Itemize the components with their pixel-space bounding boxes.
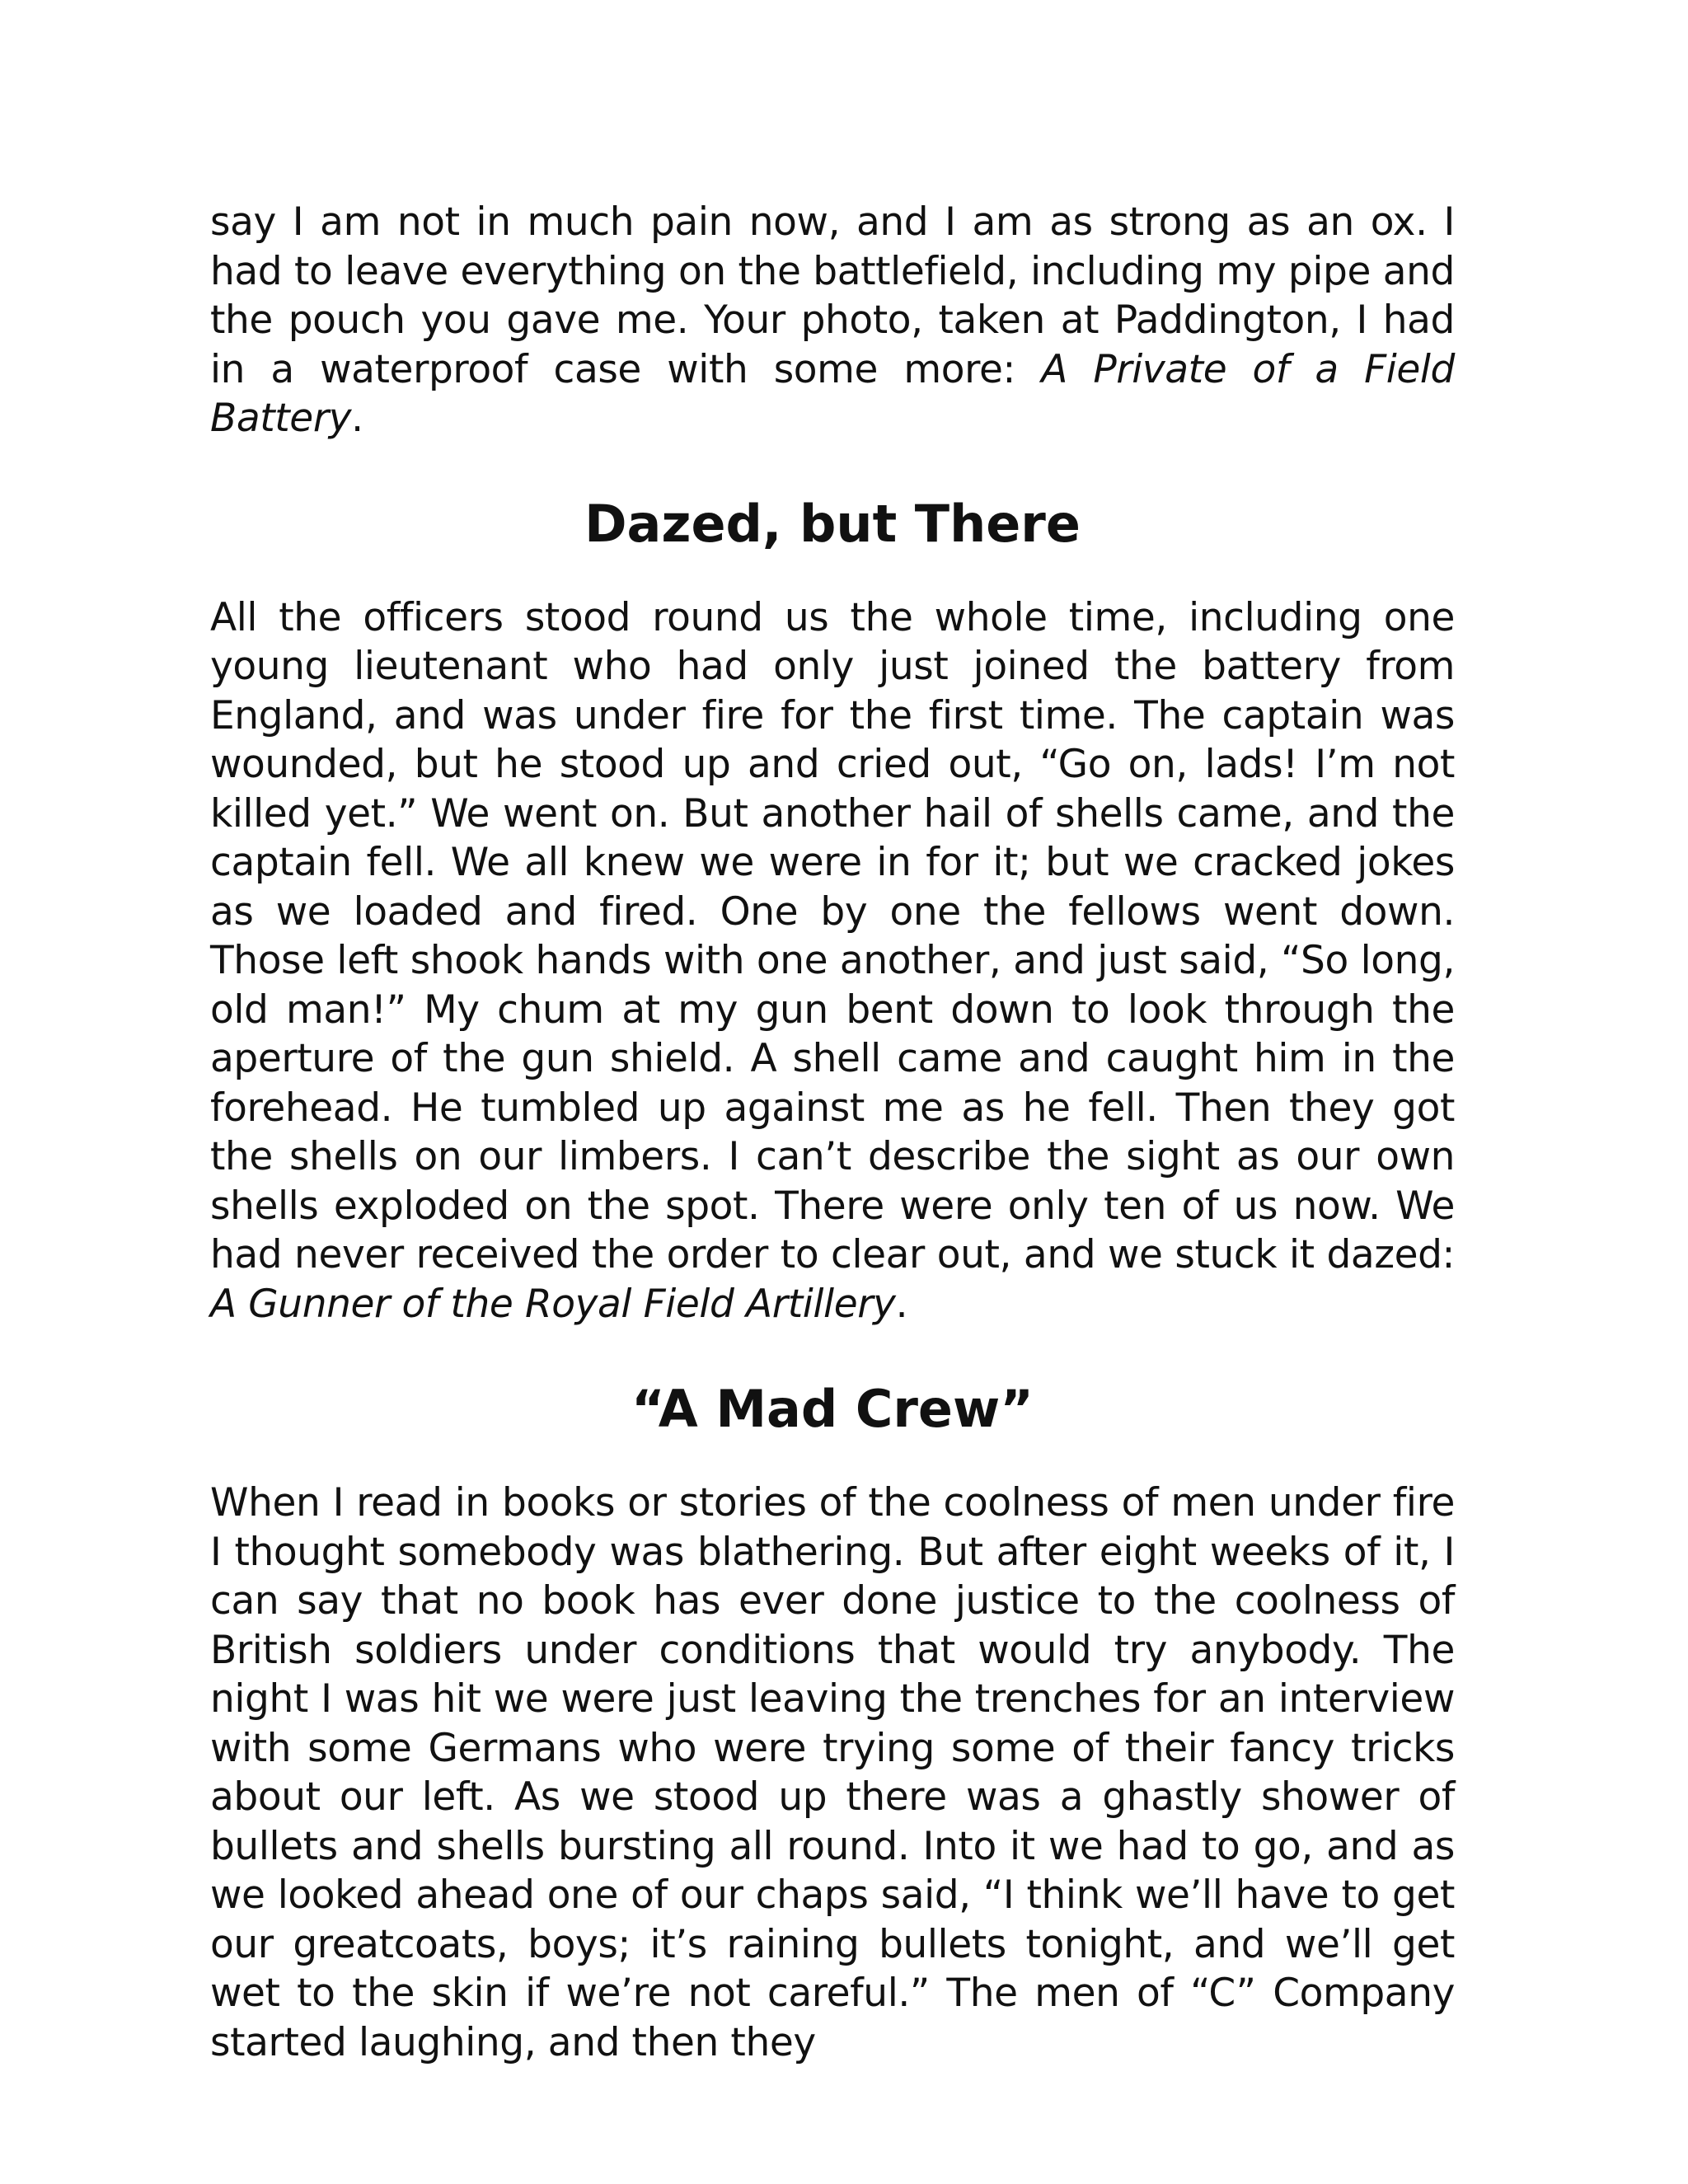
source-attribution: A Private of a Field Battery <box>210 346 1455 441</box>
document-page <box>210 198 1455 2067</box>
section-heading-mad-crew: “A Mad Crew” <box>631 1379 1034 1439</box>
paragraph-gunner <box>210 593 1455 1329</box>
paragraph-letter-end <box>210 198 1455 443</box>
sentence-end: . <box>351 396 363 441</box>
paragraph-text: All the officers stood round us the whole time, including one young lieutenant who had only just joined the battery from England, and was under fire for the first time. The captain was wounded, but he stood up and cried out, “Go on, lads! I’m not killed yet.” We went on. But another hail of shells came, and the captain fell. We all knew we were in for it; but we cracked jokes as we loaded and fired. One by one the fellows went down. Those left shook hands with one another, and just said, “So long, old man!” My chum at my gun bent down to look through the aperture of the gun shield. A shell came and caught him in the forehead. He tumbled up against me as he fell. Then they got the shells on our limbers. I can’t describe the sight as our own shells exploded on the spot. There were only ten of us now. We had never received the order to clear out, and we stuck it dazed: <box>210 594 1455 1277</box>
paragraph-text: say I am not in much pain now, and I am as strong as an ox. I had to leave everything on the battlefield, including my pipe and the pouch you gave me. Your photo, taken at Paddington, I had in a waterproof case with some more: <box>210 199 1455 392</box>
source-attribution: A Gunner of the Royal Field Artillery <box>210 1281 896 1327</box>
paragraph-coolness <box>210 1479 1455 2067</box>
section-heading-dazed: Dazed, but There <box>584 493 1081 554</box>
sentence-end: . <box>895 1281 908 1327</box>
paragraph-text: When I read in books or stories of the coolness of men under fire I thought somebody was blathering. But after eight weeks of it, I can say that no book has ever done justice to the coolness of British soldiers under conditions that would try anybody. The night I was hit we were just leaving the trenches for an interview with some Germans who were trying some of their fancy tricks about our left. As we stood up there was a ghastly shower of bullets and shells bursting all round. Into it we had to go, and as we looked ahead one of our chaps said, “I think we’ll have to get our greatcoats, boys; it’s raining bullets tonight, and we’ll get wet to the skin if we’re not careful.” The men of “C” Company started laughing, and then they <box>210 1480 1455 2065</box>
